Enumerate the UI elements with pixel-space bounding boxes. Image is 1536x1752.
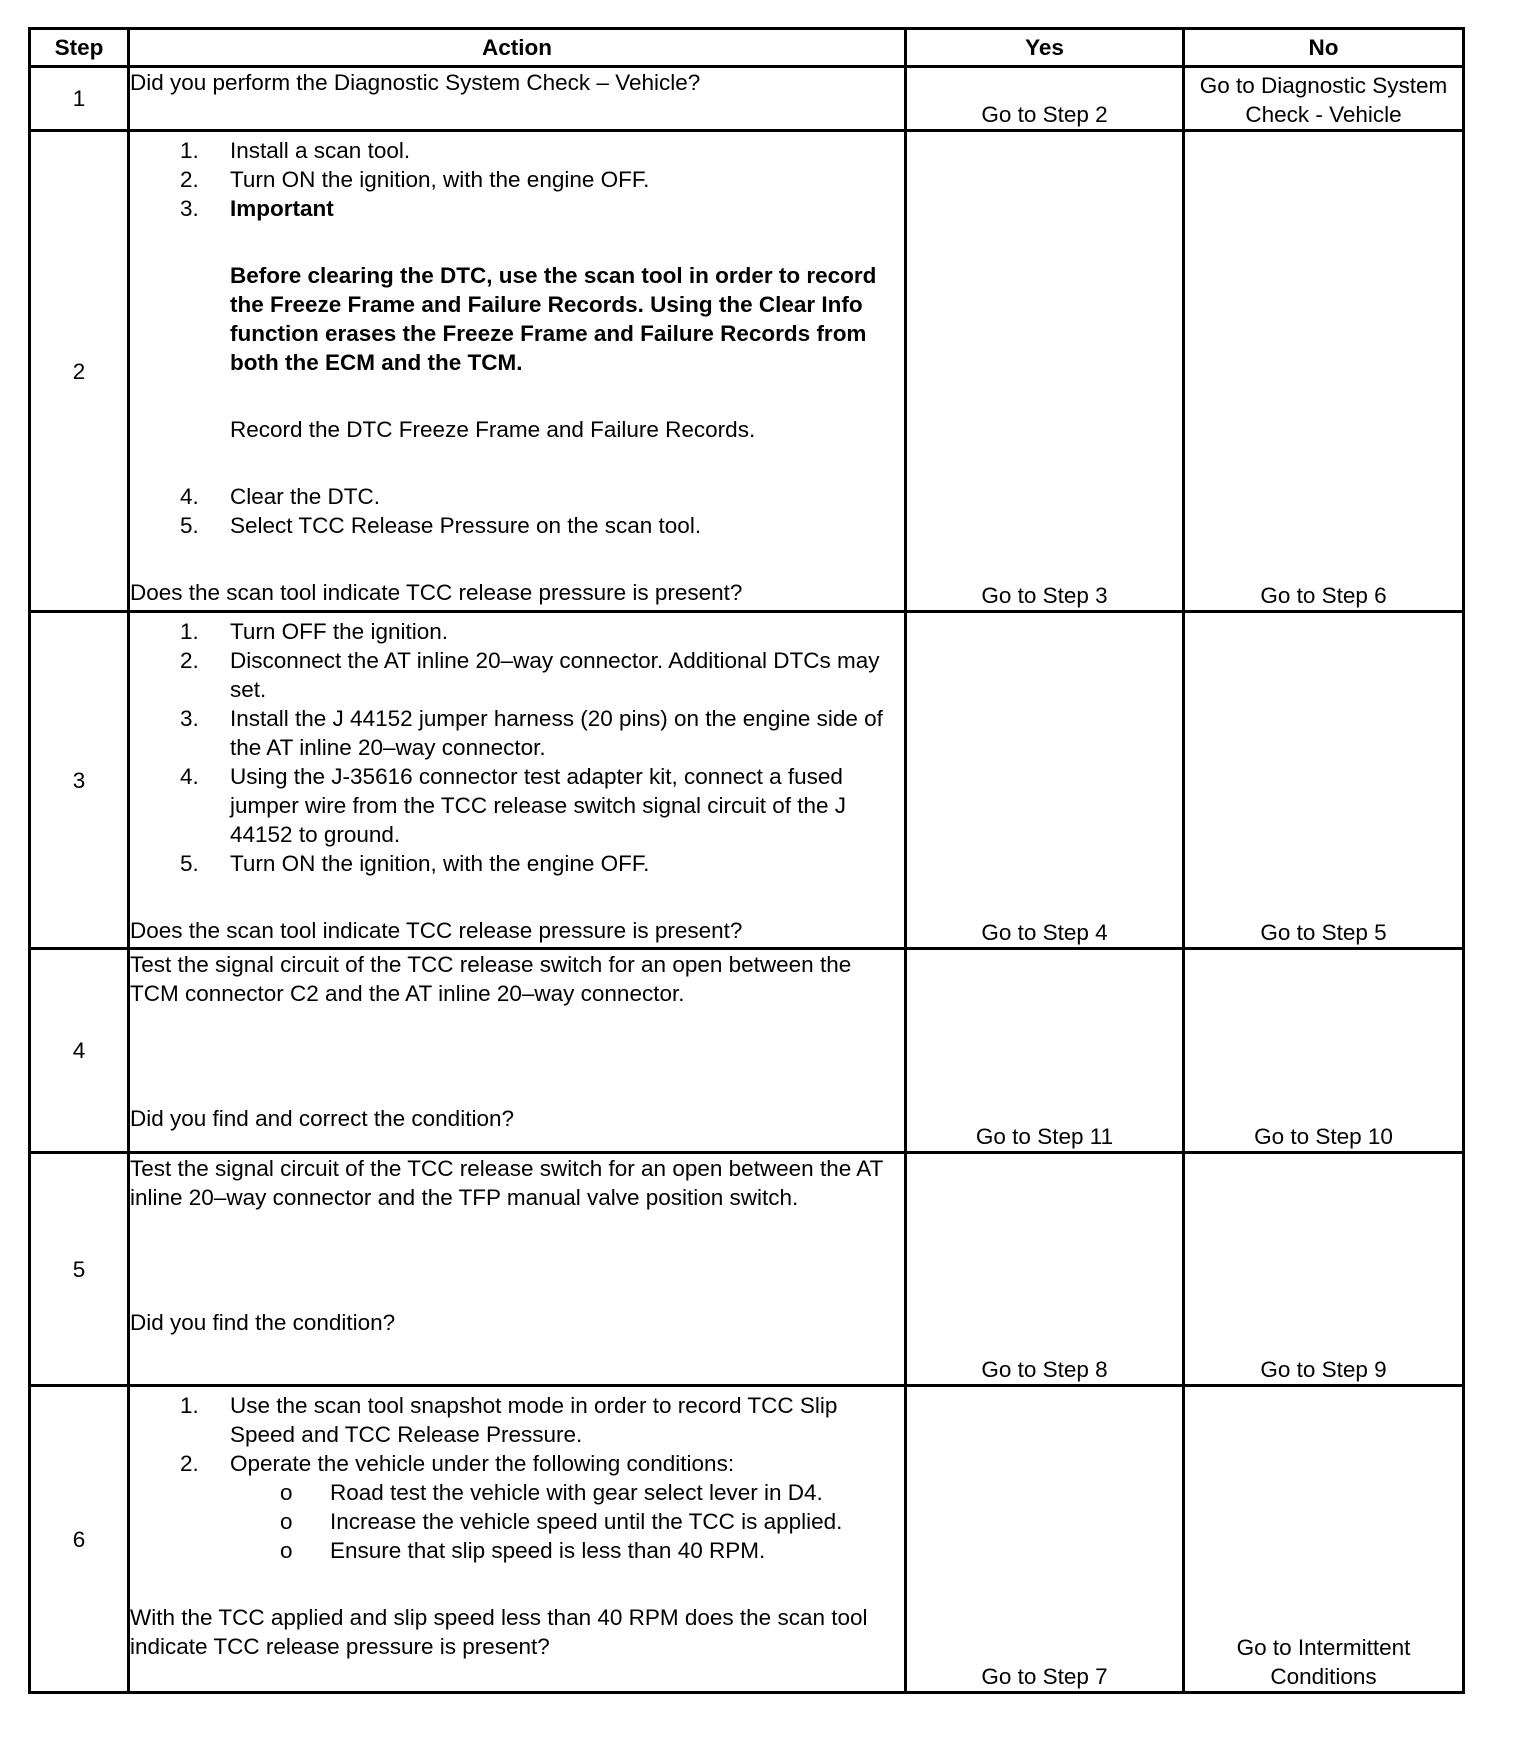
- table-row: [30, 1153, 1464, 1386]
- bullet-mark: o: [280, 1480, 293, 1505]
- list-text: Turn ON the ignition, with the engine OFF.: [230, 851, 650, 876]
- list-number: 1.: [180, 1393, 199, 1418]
- no-cell: Go to Step 9: [1184, 1153, 1464, 1386]
- action-cell: [129, 612, 906, 949]
- list-text: Turn ON the ignition, with the engine OFF.: [230, 167, 650, 192]
- list-text: Turn OFF the ignition.: [230, 619, 449, 644]
- important-note: Before clearing the DTC, use the scan tool in order to record the Freeze Frame and Failure Records. Using the Clear Info function erases the Freeze Frame and Failure Records from both the ECM and the TCM.: [230, 263, 877, 375]
- yes-cell: Go to Step 7: [906, 1386, 1184, 1693]
- table-row: [30, 1386, 1464, 1693]
- list-text: Clear the DTC.: [230, 484, 381, 509]
- list-item: [130, 482, 904, 511]
- list-text: Use the scan tool snapshot mode in order to record TCC Slip Speed and TCC Release Pressure.: [230, 1393, 838, 1447]
- list-text: Select TCC Release Pressure on the scan tool.: [230, 513, 702, 538]
- list-text: Disconnect the AT inline 20–way connector. Additional DTCs may set.: [230, 648, 880, 702]
- step-number: 1: [30, 67, 129, 131]
- list-text: Operate the vehicle under the following conditions:: [230, 1451, 735, 1476]
- list-text: Using the J-35616 connector test adapter kit, connect a fused jumper wire from the TCC release switch signal circuit of the J 44152 to ground.: [230, 764, 847, 847]
- table-row: [30, 612, 1464, 949]
- procedure-list: [130, 136, 904, 540]
- step-number: 3: [30, 612, 129, 949]
- list-item: [130, 704, 904, 762]
- action-text: Test the signal circuit of the TCC release switch for an open between the AT inline 20–way connector and the TFP manual valve position switch.: [130, 1156, 883, 1210]
- no-cell: Go to Step 6: [1184, 131, 1464, 612]
- yes-cell: Go to Step 11: [906, 949, 1184, 1153]
- list-number: 4.: [180, 484, 199, 509]
- list-number: 1.: [180, 619, 199, 644]
- bullet-mark: o: [280, 1538, 293, 1563]
- yes-cell: Go to Step 4: [906, 612, 1184, 949]
- action-question: Did you perform the Diagnostic System Check – Vehicle?: [130, 70, 701, 95]
- action-question: Did you find and correct the condition?: [130, 1106, 514, 1131]
- list-item: [130, 1391, 904, 1449]
- list-item: [130, 1449, 904, 1565]
- step-number: 6: [30, 1386, 129, 1693]
- header-step: Step: [30, 29, 129, 67]
- list-item: [130, 1507, 904, 1536]
- action-cell: [129, 949, 906, 1153]
- no-cell: Go to Step 10: [1184, 949, 1464, 1153]
- list-item: [130, 646, 904, 704]
- list-number: 3.: [180, 196, 199, 221]
- list-number: 1.: [180, 138, 199, 163]
- bullet-text: Increase the vehicle speed until the TCC is applied.: [330, 1509, 843, 1534]
- action-question: Does the scan tool indicate TCC release pressure is present?: [130, 918, 743, 943]
- list-item: [130, 194, 904, 444]
- action-question: With the TCC applied and slip speed less than 40 RPM does the scan tool indicate TCC release pressure is present?: [130, 1605, 868, 1659]
- header-row: [30, 29, 1464, 67]
- list-number: 2.: [180, 1451, 199, 1476]
- condition-list: [130, 1478, 904, 1565]
- action-cell: [129, 131, 906, 612]
- table-row: [30, 67, 1464, 131]
- list-item: [130, 1478, 904, 1507]
- list-number: 5.: [180, 851, 199, 876]
- list-item: [130, 849, 904, 878]
- no-cell: Go to Intermittent Conditions: [1184, 1386, 1464, 1693]
- bullet-text: Ensure that slip speed is less than 40 RPM.: [330, 1538, 766, 1563]
- no-cell: Go to Diagnostic System Check - Vehicle: [1184, 67, 1464, 131]
- list-item: [130, 511, 904, 540]
- header-no: No: [1184, 29, 1464, 67]
- list-item: [130, 1536, 904, 1565]
- record-instruction: Record the DTC Freeze Frame and Failure Records.: [230, 417, 756, 442]
- step-number: 2: [30, 131, 129, 612]
- action-text: Test the signal circuit of the TCC release switch for an open between the TCM connector C2 and the AT inline 20–way connector.: [130, 952, 852, 1006]
- list-text: Install the J 44152 jumper harness (20 pins) on the engine side of the AT inline 20–way connector.: [230, 706, 883, 760]
- list-number: 4.: [180, 764, 199, 789]
- procedure-list: [130, 617, 904, 878]
- diagnostic-table: [28, 27, 1465, 1694]
- header-yes: Yes: [906, 29, 1184, 67]
- list-text: Install a scan tool.: [230, 138, 411, 163]
- yes-cell: Go to Step 2: [906, 67, 1184, 131]
- list-number: 2.: [180, 167, 199, 192]
- bullet-mark: o: [280, 1509, 293, 1534]
- step-number: 5: [30, 1153, 129, 1386]
- list-item: [130, 136, 904, 165]
- step-number: 4: [30, 949, 129, 1153]
- list-number: 2.: [180, 648, 199, 673]
- list-item: [130, 617, 904, 646]
- table-row: [30, 949, 1464, 1153]
- bullet-text: Road test the vehicle with gear select lever in D4.: [330, 1480, 823, 1505]
- list-number: 3.: [180, 706, 199, 731]
- action-cell: [129, 1386, 906, 1693]
- table-row: [30, 131, 1464, 612]
- yes-cell: Go to Step 3: [906, 131, 1184, 612]
- action-question: Does the scan tool indicate TCC release pressure is present?: [130, 580, 743, 605]
- important-label: Important: [230, 196, 334, 221]
- list-number: 5.: [180, 513, 199, 538]
- list-item: [130, 165, 904, 194]
- action-cell: [129, 1153, 906, 1386]
- list-item: [130, 762, 904, 849]
- yes-cell: Go to Step 8: [906, 1153, 1184, 1386]
- action-cell: [129, 67, 906, 131]
- action-question: Did you find the condition?: [130, 1310, 396, 1335]
- no-cell: Go to Step 5: [1184, 612, 1464, 949]
- procedure-list: [130, 1391, 904, 1565]
- header-action: Action: [129, 29, 906, 67]
